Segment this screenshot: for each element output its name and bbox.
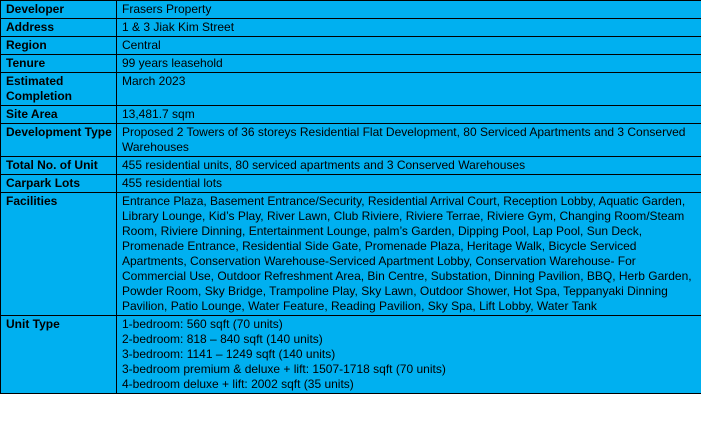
development-type-label: Development Type xyxy=(1,124,117,157)
estimated-completion-value: March 2023 xyxy=(117,73,701,106)
row-total-units xyxy=(1,157,701,175)
row-unit-type xyxy=(1,316,701,394)
unit-type-label: Unit Type xyxy=(1,316,117,394)
developer-label: Developer xyxy=(1,1,117,19)
address-label: Address xyxy=(1,19,117,37)
region-label: Region xyxy=(1,37,117,55)
carpark-lots-label: Carpark Lots xyxy=(1,175,117,193)
row-address xyxy=(1,19,701,37)
row-tenure xyxy=(1,55,701,73)
unit-type-line: 3-bedroom: 1141 – 1249 sqft (140 units) xyxy=(122,347,336,361)
tenure-label: Tenure xyxy=(1,55,117,73)
row-developer xyxy=(1,1,701,19)
row-carpark-lots xyxy=(1,175,701,193)
row-site-area xyxy=(1,106,701,124)
facilities-label: Facilities xyxy=(1,193,117,316)
developer-value: Frasers Property xyxy=(117,1,701,19)
unit-type-value xyxy=(117,316,701,394)
unit-type-line: 1-bedroom: 560 sqft (70 units) xyxy=(122,317,283,331)
row-region xyxy=(1,37,701,55)
tenure-value: 99 years leasehold xyxy=(117,55,701,73)
estimated-completion-label: Estimated Completion xyxy=(1,73,117,106)
region-value: Central xyxy=(117,37,701,55)
row-facilities xyxy=(1,193,701,316)
unit-type-line: 2-bedroom: 818 – 840 sqft (140 units) xyxy=(122,332,323,346)
site-area-label: Site Area xyxy=(1,106,117,124)
site-area-value: 13,481.7 sqm xyxy=(117,106,701,124)
row-development-type xyxy=(1,124,701,157)
address-value: 1 & 3 Jiak Kim Street xyxy=(117,19,701,37)
facilities-value: Entrance Plaza, Basement Entrance/Security, Residential Arrival Court, Reception Lobby, Aquatic Garden, Library Lounge, Kid’s Play, River Lawn, Club Riviere, Riviere Terrae, Riviere Gym, Changing Room/Steam Room, Riviere Dinning, Entertainment Lounge, palm’s Garden, Dipping Pool, Lap Pool, Sun Deck, Promenade Entrance, Residential Side Gate, Promenade Plaza, Heritage Walk, Bicycle Serviced Apartments, Conservation Warehouse-Serviced Apartment Lobby, Conservation Warehouse- For Commercial Use, Outdoor Refreshment Area, Bin Centre, Substation, Dinning Pavilion, BBQ, Herb Garden, Powder Room, Sky Bridge, Trampoline Play, Sky Lawn, Outdoor Shower, Hot Spa, Teppanyaki Dinning Pavilion, Patio Lounge, Water Feature, Reading Pavilion, Sky Spa, Lift Lobby, Water Tank xyxy=(117,193,701,316)
carpark-lots-value: 455 residential lots xyxy=(117,175,701,193)
unit-type-line: 3-bedroom premium & deluxe + lift: 1507-1718 sqft (70 units) xyxy=(122,362,446,376)
total-units-value: 455 residential units, 80 serviced apartments and 3 Conserved Warehouses xyxy=(117,157,701,175)
total-units-label: Total No. of Unit xyxy=(1,157,117,175)
unit-type-line: 4-bedroom deluxe + lift: 2002 sqft (35 units) xyxy=(122,377,354,391)
development-type-value: Proposed 2 Towers of 36 storeys Residential Flat Development, 80 Serviced Apartments and 3 Conserved Warehouses xyxy=(117,124,701,157)
row-estimated-completion xyxy=(1,73,701,106)
